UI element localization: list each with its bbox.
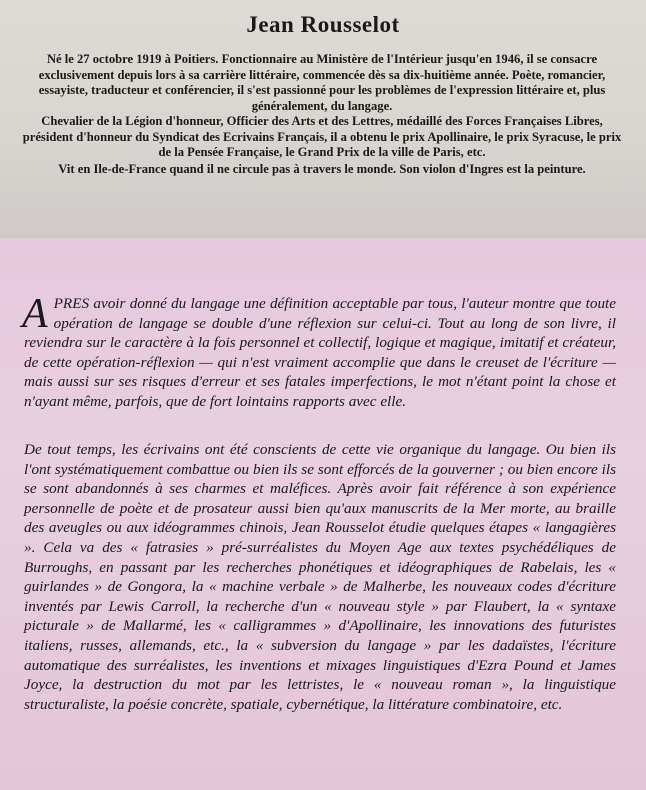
blurb-intro-paragraph (22, 291, 616, 412)
blurb-body-paragraph: De tout temps, les écrivains ont été conscients de cette vie organique du langage. Ou bien ils l'ont systématiquement combattue ou bien ils se sont efforcés de la gouverner ; ou bien encore ils se sont abandonnés à ses charmes et maléfices. Après avoir fait référence à son expérience personnelle de poète et de prosateur aussi bien qu'aux manuscrits de la Mer morte, au braille des aveugles ou aux idéogrammes chinois, Jean Rousselot étudie quelques étapes « langagières ». Cela va des « fatrasies » pré-surréalistes du Moyen Age aux textes psychédéliques de Burroughs, en passant par les recherches phonétiques et idéographiques de Rabelais, les « guirlandes » de Gongora, la « machine verbale » de Malherbe, les nouveaux codes d'écriture inventés par Lewis Carroll, la recherche d'un « nouveau style » par Flaubert, la « syntaxe picturale » de Mallarmé, les « calligrammes » d'Apollinaire, les innovations des futuristes italiens, russes, allemands, etc., la « subversion du langage » par les dadaïstes, l'écriture automatique des surréalistes, les inventions et mixages linguistiques d'Ezra Pound et James Joyce, la destruction du mot par les lettristes, le « nouveau roman », la linguistique structuraliste, la poésie concrète, spatiale, cybernétique, la littérature combinatoire, etc. (24, 441, 616, 713)
drop-cap-letter: A (22, 291, 48, 337)
author-honors-paragraph: Chevalier de la Légion d'honneur, Officier des Arts et des Lettres, médaillé des Forces Françaises Libres, président d'honneur du Syndicat des Ecrivains Français, il a obtenu le prix Apollinaire, le prix Syracuse, le prix de la Pensée Française, le Grand Prix de la ville de Paris, etc. (22, 114, 622, 159)
blurb-intro-text: PRES avoir donné du langage une définition acceptable par tous, l'auteur montre que toute opération de langage se double d'une réflexion sur celui-ci. Tout au long de son livre, il reviendra sur le caractère à la fois personnel et collectif, logique et magique, imitatif et créateur, de cette opération-réflexion — qui n'est vraiment accomplie que dans le creuset de l'écriture — mais aussi sur ses risques d'erreur et ses fatales imperfections, le mot n'étant point la chose et n'ayant même, parfois, que de fort lointains rapports avec elle. (24, 295, 616, 410)
author-residence-paragraph: Vit en Ile-de-France quand il ne circule pas à travers le monde. Son violon d'Ingres est la peinture. (58, 162, 586, 176)
author-name: Jean Rousselot (246, 12, 400, 37)
author-bio-paragraph: Né le 27 octobre 1919 à Poitiers. Fonctionnaire au Ministère de l'Intérieur jusqu'en 1946, il se consacre exclusivement depuis lors à sa carrière littéraire, commencée dès sa dix-huitième année. Poète, romancier, essayiste, traducteur et conférencier, il s'est passionné pour les problèmes de l'expression littéraire et, plus généralement, du langage. (38, 52, 606, 113)
